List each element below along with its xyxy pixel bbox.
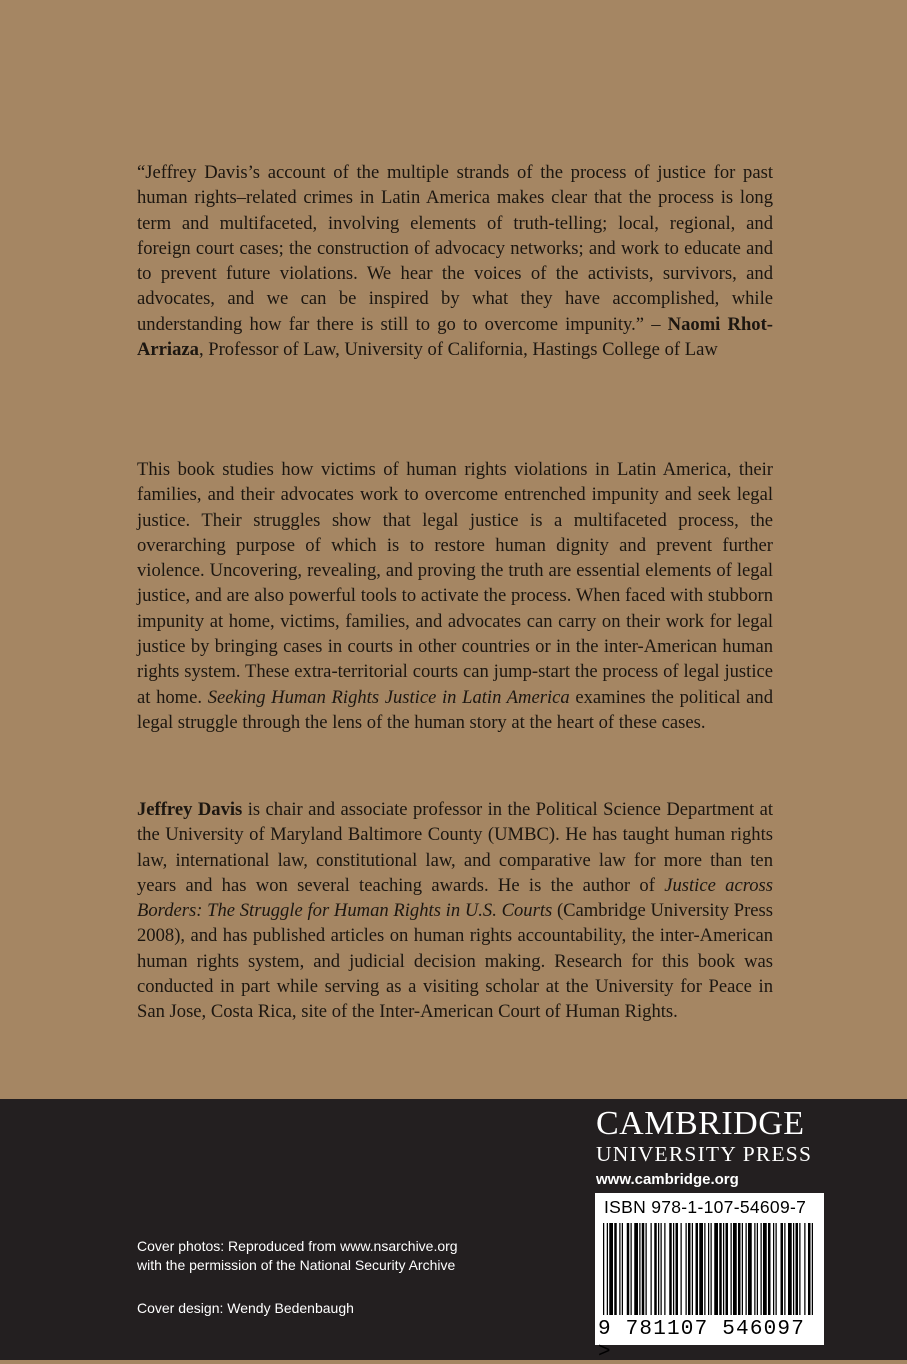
barcode-bar bbox=[622, 1223, 623, 1315]
barcode-bar bbox=[808, 1223, 811, 1315]
barcode-bar bbox=[669, 1223, 672, 1315]
publisher-website: www.cambridge.org bbox=[596, 1171, 739, 1188]
description-text: This book studies how victims of human rights violations in Latin America, their families, and their advocates work to overcome entrenched impunity and seek legal justice. Their struggles show that legal justice is a multifaceted process, the overarching purpose of which is to restore human dignity and prevent further violence. Uncovering, revealing, and proving the truth are essential elements of legal justice, and are also powerful tools to activate the process. When faced with stubborn impunity at home, victims, families, and advocates can carry on their work for legal justice by bringing cases in courts in other countries or in the inter-American human rights system. These extra-territorial courts can jump-start the process of legal justice at home. bbox=[137, 459, 773, 708]
barcode-bar bbox=[788, 1223, 792, 1315]
barcode-bar bbox=[661, 1223, 662, 1315]
barcode-bar bbox=[746, 1223, 747, 1315]
book-description bbox=[137, 457, 773, 735]
isbn-barcode bbox=[595, 1193, 824, 1364]
quote-dash: – bbox=[651, 313, 668, 335]
barcode-number: 9 781107 546097 > bbox=[598, 1318, 806, 1364]
barcode-bar bbox=[708, 1223, 709, 1315]
barcode-bar bbox=[658, 1223, 659, 1315]
barcode-bar bbox=[748, 1223, 752, 1315]
design-credit: Cover design: Wendy Bedenbaugh bbox=[137, 1300, 354, 1316]
publisher-name: CAMBRIDGE bbox=[596, 1105, 805, 1142]
barcode-bar bbox=[688, 1223, 691, 1315]
endorsement-quote bbox=[137, 160, 773, 362]
quote-attribution-name: Naomi Rhot-Arriaza bbox=[137, 313, 773, 361]
barcode-bar bbox=[804, 1223, 805, 1315]
barcode-bar bbox=[686, 1223, 687, 1315]
barcode-bar bbox=[654, 1223, 657, 1315]
barcode-bar bbox=[723, 1223, 724, 1315]
barcode-bar bbox=[673, 1223, 674, 1315]
barcode-bar bbox=[738, 1223, 741, 1315]
barcode-bar bbox=[776, 1223, 777, 1315]
barcode-bar bbox=[642, 1223, 645, 1315]
barcode-bar bbox=[646, 1223, 647, 1315]
barcode-bar bbox=[799, 1223, 800, 1315]
author-bio-part1: is chair and associate professor in the Political Science Department at the University of Maryland Baltimore County (UMBC). He has taught human rights law, international law, constitutional law, and comparative law for more than ten years and has won several teaching awards. He is the author of bbox=[137, 799, 773, 896]
photo-credit-line1: Cover photos: Reproduced from www.nsarchive.org bbox=[137, 1238, 458, 1254]
author-bio-part2: (Cambridge University Press 2008), and has published articles on human rights accountability, the inter-American human rights system, and judicial decision making. Research for this book was conducted in part while serving as a visiting scholar at the University for Peace in San Jose, Costa Rica, site of the Inter-American Court of Human Rights. bbox=[137, 900, 773, 1023]
barcode-bar bbox=[719, 1223, 722, 1315]
quote-attribution-title: , Professor of Law, University of California, Hastings College of Law bbox=[198, 339, 718, 361]
quote-text: “Jeffrey Davis’s account of the multiple strands of the process of justice for past human rights–related crimes in Latin America makes clear that the process is long term and multifaceted, involving elements of truth-telling; local, regional, and foreign court cases; the construction of advocacy networks; and work to educate and to prevent future violations. We hear the voices of the activists, survivors, and advocates, and we can be inspired by what they have accomplished, while understanding how far there is still to go to overcome impunity.” bbox=[137, 162, 773, 335]
barcode-bar bbox=[664, 1223, 665, 1315]
barcode-bar bbox=[699, 1223, 703, 1315]
barcode-bar bbox=[603, 1223, 604, 1315]
photo-credit-line2: with the permission of the National Security Archive bbox=[137, 1257, 456, 1273]
barcode-bar bbox=[692, 1223, 693, 1315]
barcode-bar bbox=[773, 1223, 774, 1315]
author-name: Jeffrey Davis bbox=[137, 799, 243, 820]
photo-credit bbox=[137, 1237, 458, 1275]
barcode-bar bbox=[763, 1223, 767, 1315]
barcode-bar bbox=[733, 1223, 737, 1315]
barcode-bar bbox=[634, 1223, 638, 1315]
barcode-bar bbox=[784, 1223, 785, 1315]
author-other-book: Justice across Borders: The Struggle for Human Rights in U.S. Courts bbox=[137, 874, 774, 922]
barcode-bar bbox=[754, 1223, 755, 1315]
barcode-bar bbox=[607, 1223, 608, 1315]
barcode-bar bbox=[711, 1223, 712, 1315]
barcode-bar bbox=[812, 1223, 813, 1315]
barcode-bar bbox=[614, 1223, 617, 1315]
barcode-bar bbox=[704, 1223, 705, 1315]
barcode-bar bbox=[731, 1223, 732, 1315]
barcode-bar bbox=[714, 1223, 718, 1315]
publisher-press: UNIVERSITY PRESS bbox=[596, 1142, 813, 1166]
barcode-bar bbox=[619, 1223, 620, 1315]
barcode-bar bbox=[742, 1223, 743, 1315]
barcode-bar bbox=[761, 1223, 762, 1315]
barcode-bar bbox=[639, 1223, 640, 1315]
isbn-label: ISBN 978-1-107-54609-7 bbox=[604, 1197, 807, 1217]
barcode-bars bbox=[603, 1223, 816, 1315]
barcode-bar bbox=[696, 1223, 699, 1315]
barcode-bar bbox=[676, 1223, 679, 1315]
barcode-bar bbox=[793, 1223, 794, 1315]
barcode-bar bbox=[796, 1223, 799, 1315]
barcode-bar bbox=[627, 1223, 630, 1315]
barcode-bar bbox=[781, 1223, 784, 1315]
barcode-bar bbox=[726, 1223, 729, 1315]
description-book-title: Seeking Human Rights Justice in Latin America bbox=[207, 686, 570, 708]
barcode-bar bbox=[609, 1223, 613, 1315]
publisher-logo bbox=[596, 1106, 812, 1188]
barcode-bar bbox=[651, 1223, 652, 1315]
barcode-bar bbox=[757, 1223, 758, 1315]
description-text-end: examines the political and legal struggle through the lens of the human story at the heart of these cases. bbox=[137, 686, 773, 733]
barcode-bar bbox=[768, 1223, 771, 1315]
barcode-bar bbox=[681, 1223, 682, 1315]
author-bio bbox=[137, 797, 773, 1025]
barcode-bar bbox=[631, 1223, 632, 1315]
